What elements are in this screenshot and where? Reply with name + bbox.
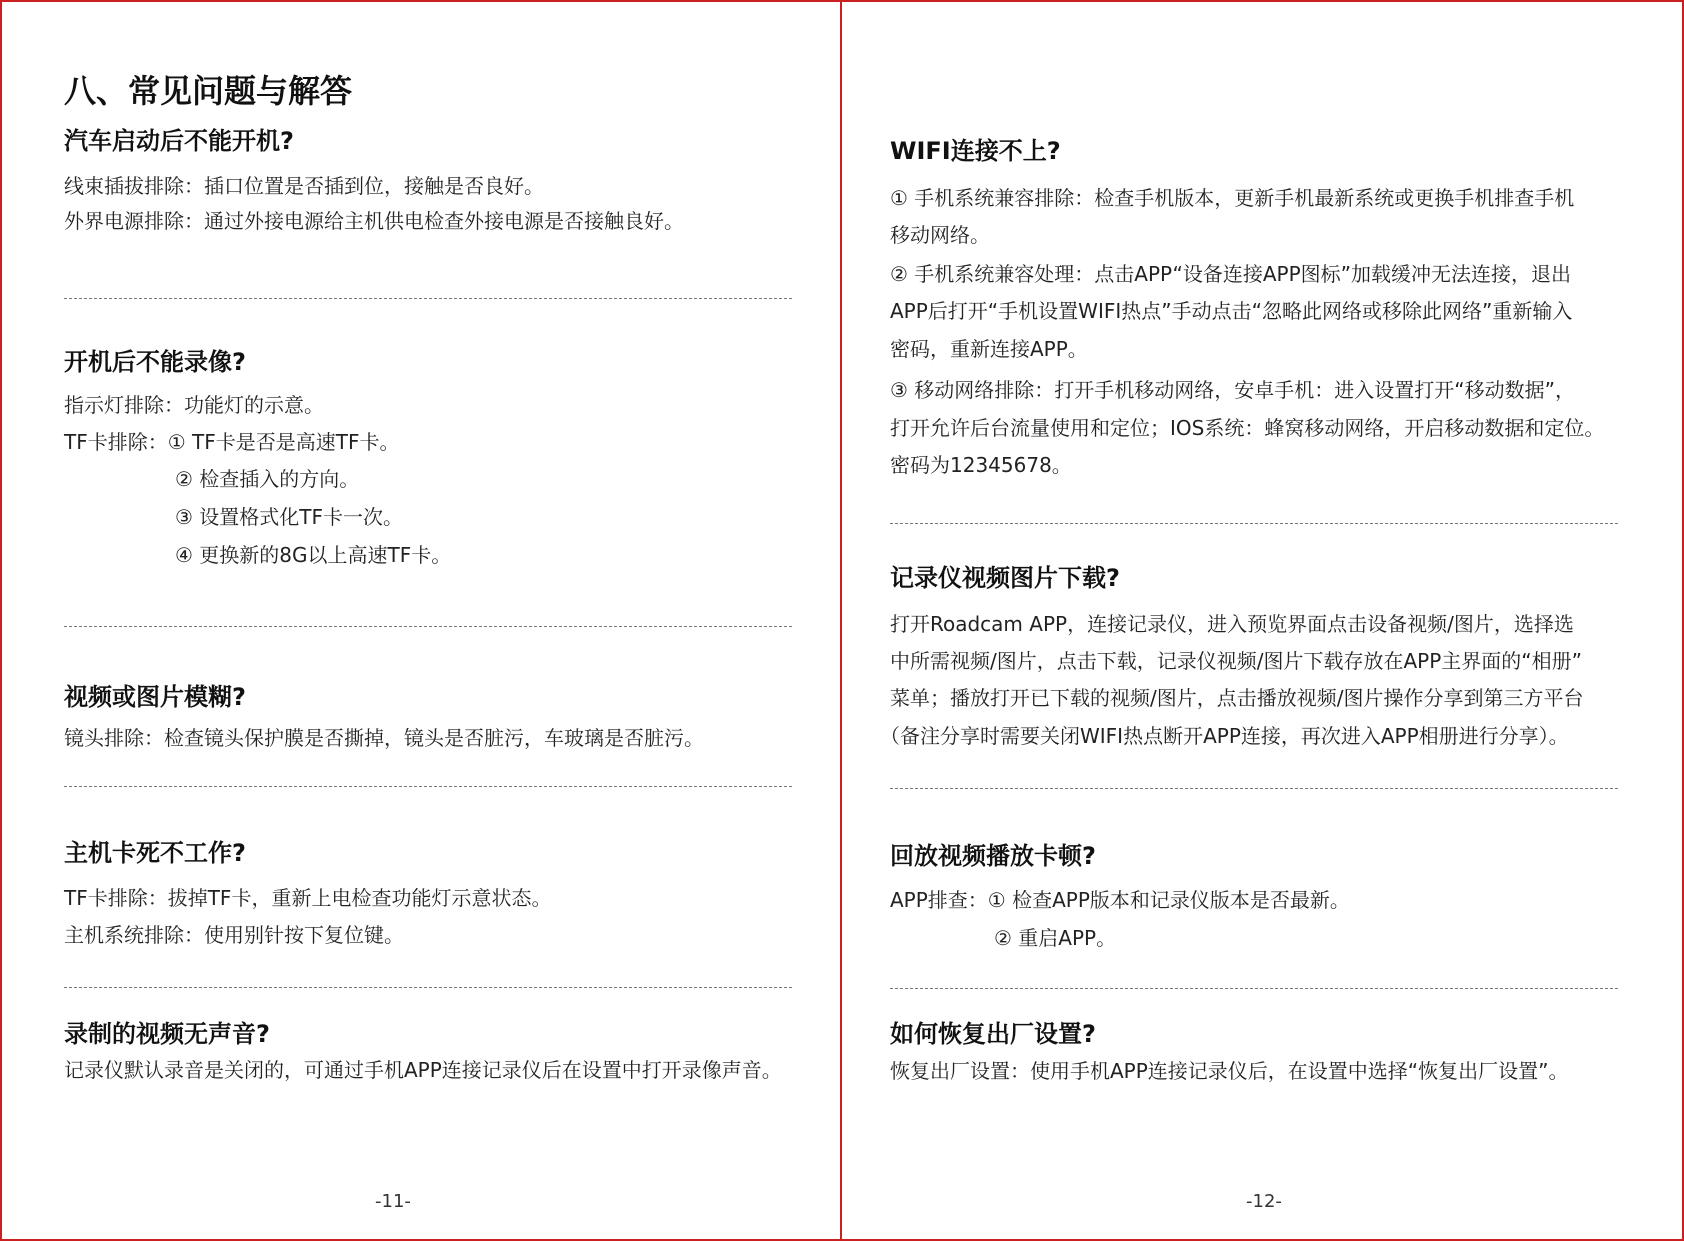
faq-answer-line: 移动网络。 bbox=[890, 223, 990, 247]
faq-question-title: 视频或图片模糊? bbox=[64, 683, 246, 711]
faq-answer-line: 密码，重新连接APP。 bbox=[890, 337, 1088, 361]
page-number: -11- bbox=[375, 1191, 411, 1212]
faq-question-title: 回放视频播放卡顿? bbox=[890, 842, 1096, 870]
faq-answer-line: 打开允许后台流量使用和定位；IOS系统：蜂窝移动网络，开启移动数据和定位。 bbox=[890, 416, 1605, 440]
faq-answer-line: 中所需视频/图片，点击下载，记录仪视频/图片下载存放在APP主界面的“相册” bbox=[890, 649, 1583, 673]
dashed-divider bbox=[64, 786, 792, 787]
faq-answer-line: 打开Roadcam APP，连接记录仪，进入预览界面点击设备视频/图片，选择选 bbox=[890, 612, 1574, 636]
faq-answer-line: APP排查：① 检查APP版本和记录仪版本是否最新。 bbox=[890, 888, 1350, 912]
faq-answer-line: 外界电源排除：通过外接电源给主机供电检查外接电源是否接触良好。 bbox=[64, 209, 684, 233]
faq-answer-line: TF卡排除：拔掉TF卡，重新上电检查功能灯示意状态。 bbox=[64, 886, 552, 910]
faq-answer-line: 菜单；播放打开已下载的视频/图片，点击播放视频/图片操作分享到第三方平台 bbox=[890, 686, 1584, 710]
faq-answer-line: ② 重启APP。 bbox=[994, 926, 1117, 950]
right-page bbox=[842, 0, 1684, 1241]
dashed-divider bbox=[64, 987, 792, 988]
faq-answer-line: 密码为12345678。 bbox=[890, 453, 1072, 477]
dashed-divider bbox=[64, 298, 792, 299]
dashed-divider bbox=[890, 523, 1618, 524]
faq-question-title: 开机后不能录像? bbox=[64, 348, 246, 376]
faq-question-title: 汽车启动后不能开机? bbox=[64, 127, 294, 155]
page-number: -12- bbox=[1246, 1191, 1282, 1212]
faq-answer-line: 指示灯排除：功能灯的示意。 bbox=[64, 393, 324, 417]
faq-answer-line: 镜头排除：检查镜头保护膜是否撕掉，镜头是否脏污，车玻璃是否脏污。 bbox=[64, 726, 704, 750]
faq-answer-line: 记录仪默认录音是关闭的，可通过手机APP连接记录仪后在设置中打开录像声音。 bbox=[64, 1058, 782, 1082]
faq-answer-line: TF卡排除：① TF卡是否是高速TF卡。 bbox=[64, 430, 400, 454]
faq-question-title: 记录仪视频图片下载? bbox=[890, 564, 1120, 592]
faq-question-title: 录制的视频无声音? bbox=[64, 1020, 270, 1048]
faq-answer-line: APP后打开“手机设置WIFI热点”手动点击“忽略此网络或移除此网络”重新输入 bbox=[890, 299, 1573, 323]
faq-answer-line: 主机系统排除：使用别针按下复位键。 bbox=[64, 923, 404, 947]
faq-answer-line: ② 检查插入的方向。 bbox=[175, 467, 360, 491]
dashed-divider bbox=[890, 988, 1618, 989]
dashed-divider bbox=[890, 788, 1618, 789]
faq-answer-line: ④ 更换新的8G以上高速TF卡。 bbox=[175, 543, 452, 567]
faq-question-title: 如何恢复出厂设置? bbox=[890, 1020, 1096, 1048]
section-title: 八、常见问题与解答 bbox=[64, 72, 353, 110]
faq-answer-line: ① 手机系统兼容排除：检查手机版本，更新手机最新系统或更换手机排查手机 bbox=[890, 186, 1575, 210]
faq-answer-line: （备注分享时需要关闭WIFI热点断开APP连接，再次进入APP相册进行分享）。 bbox=[880, 724, 1569, 748]
faq-question-title: WIFI连接不上? bbox=[890, 137, 1061, 165]
faq-answer-line: 线束插拔排除：插口位置是否插到位，接触是否良好。 bbox=[64, 174, 544, 198]
faq-answer-line: ③ 移动网络排除：打开手机移动网络，安卓手机：进入设置打开“移动数据”， bbox=[890, 378, 1576, 402]
faq-answer-line: ② 手机系统兼容处理：点击APP“设备连接APP图标”加载缓冲无法连接，退出 bbox=[890, 262, 1571, 286]
faq-answer-line: 恢复出厂设置：使用手机APP连接记录仪后，在设置中选择“恢复出厂设置”。 bbox=[890, 1059, 1569, 1083]
faq-answer-line: ③ 设置格式化TF卡一次。 bbox=[175, 505, 404, 529]
faq-question-title: 主机卡死不工作? bbox=[64, 839, 246, 867]
dashed-divider bbox=[64, 626, 792, 627]
